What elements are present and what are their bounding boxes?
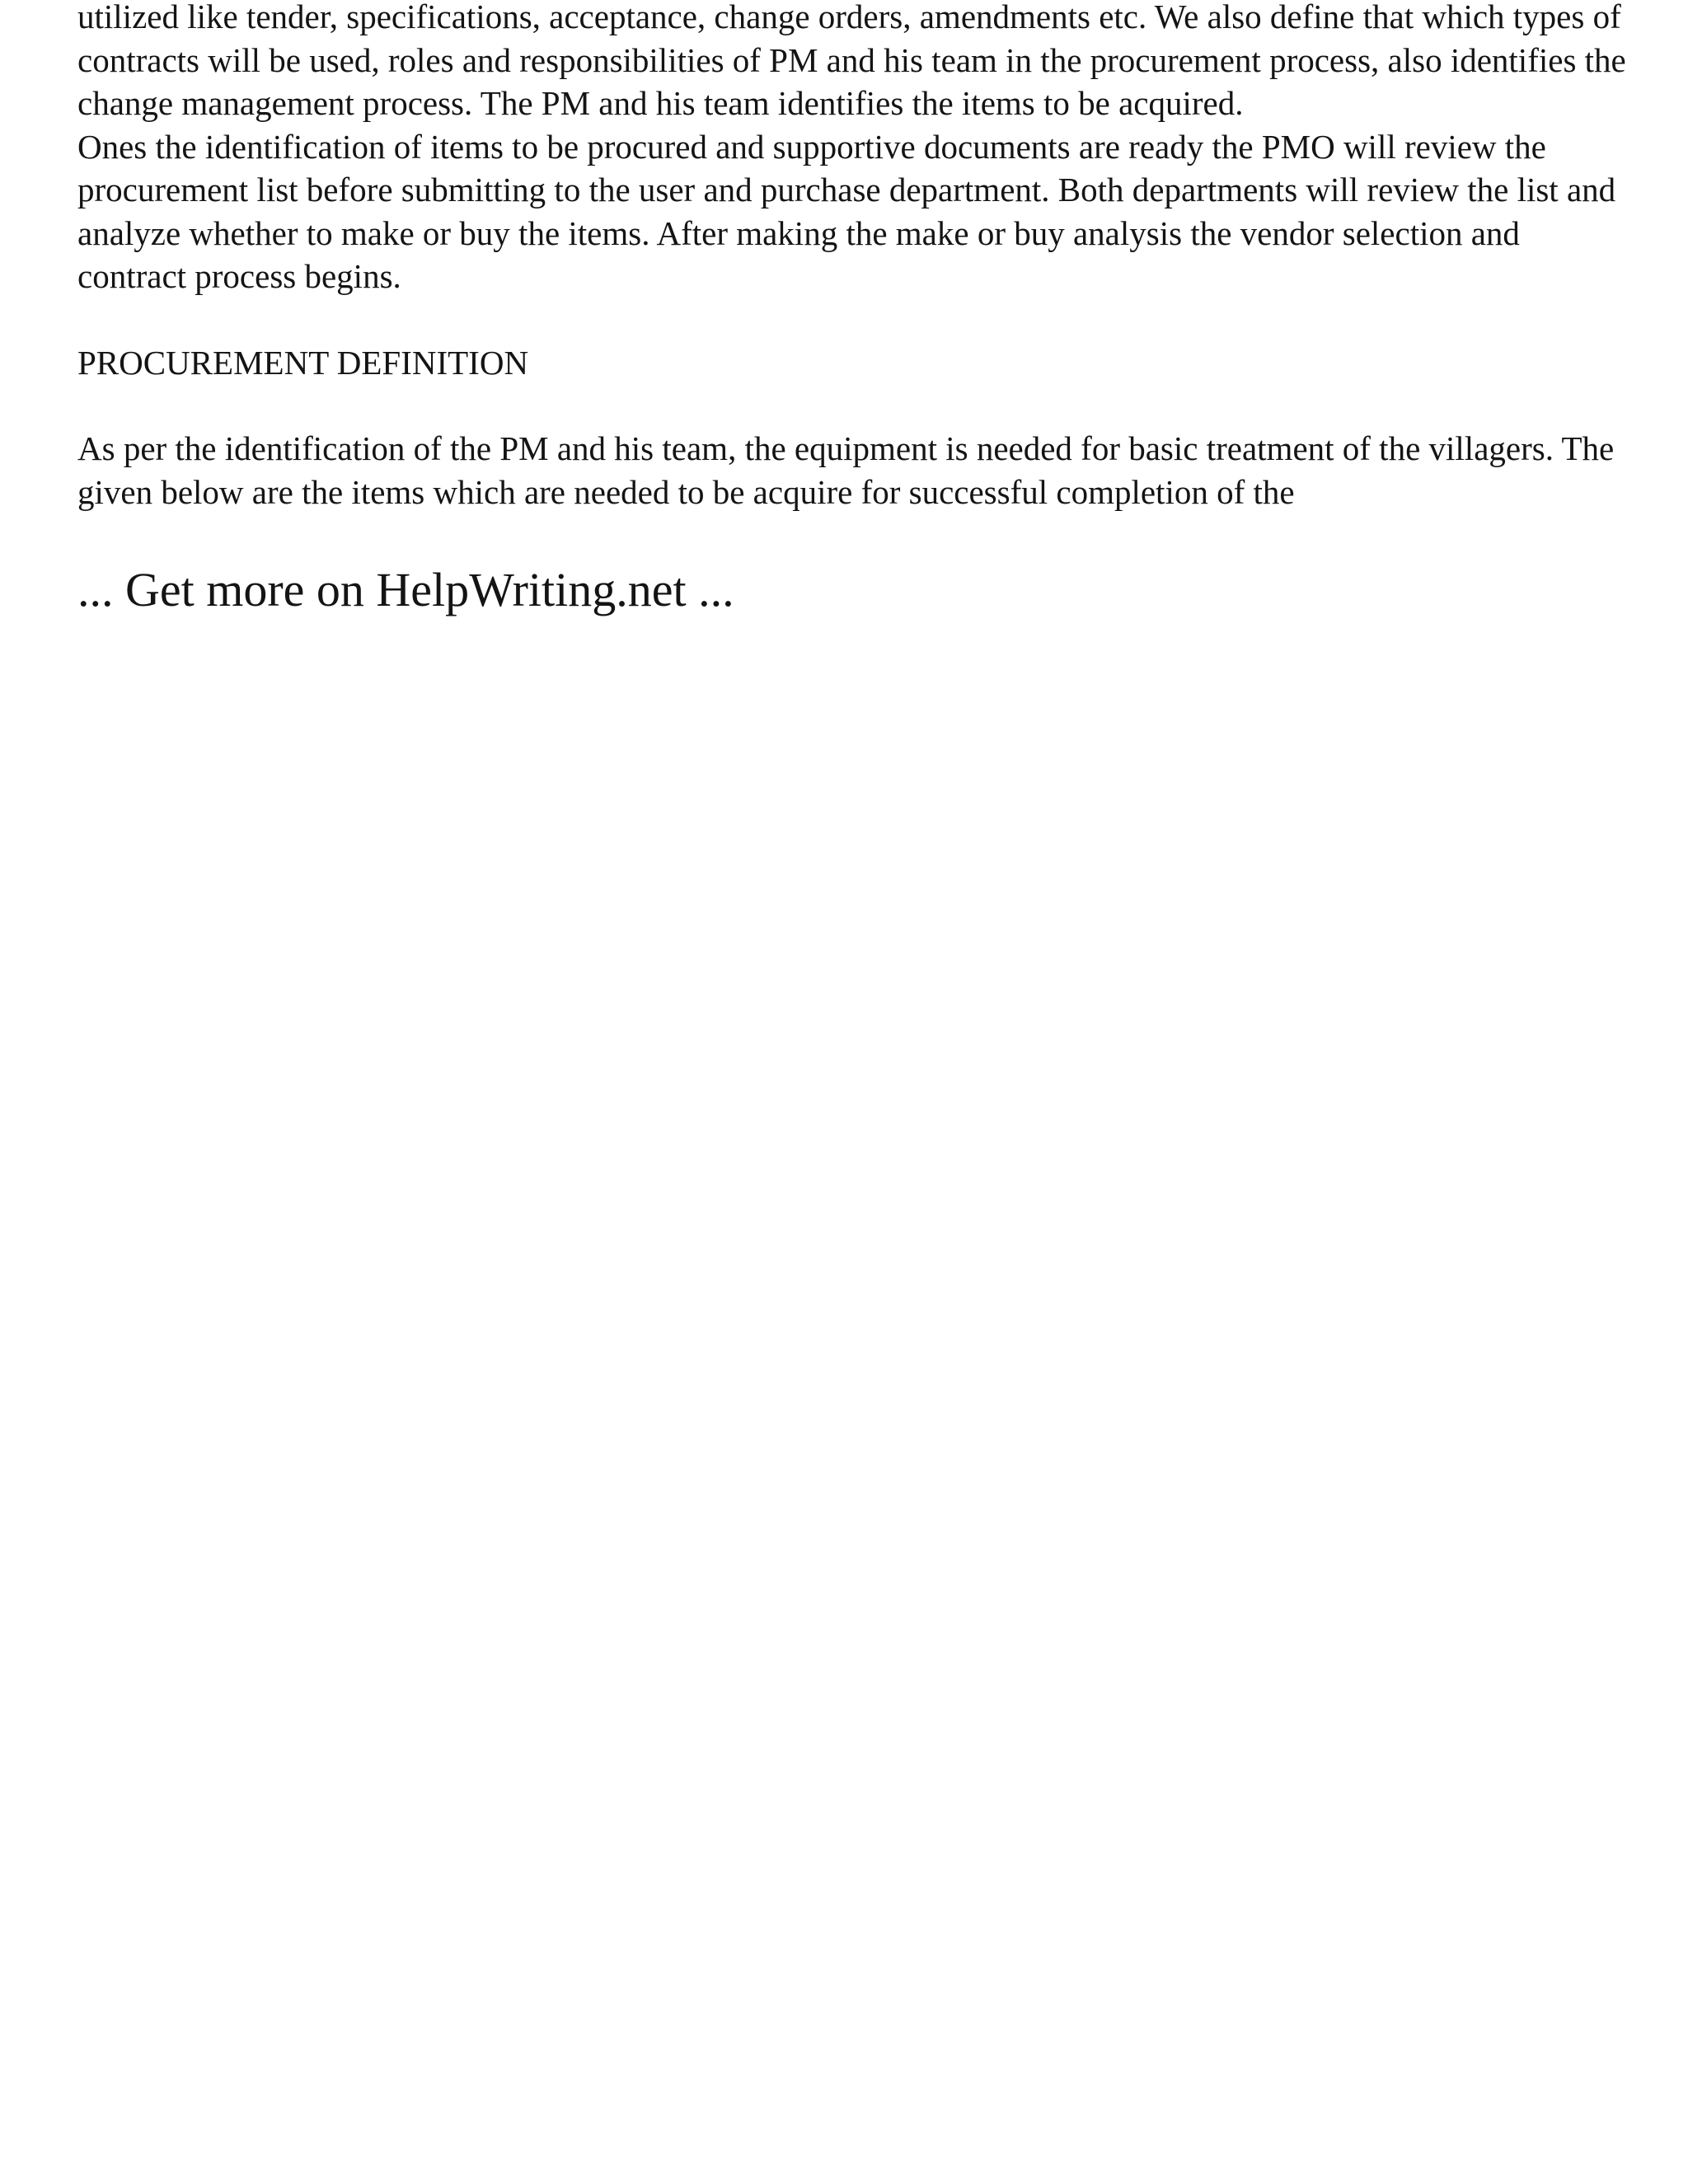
paragraph-definition: As per the identification of the PM and his team, the equipment is needed for basic treatment of the villagers. The given below are the items which are needed to be acquire for successful completion of the	[77, 429, 1615, 511]
paragraph-review-process: Ones the identification of items to be procured and supportive documents are ready the PMO will review the procurement list before submitting to the user and purchase department. Both departments will review the list and analyze whether to make or buy the items. After making the make or buy analysis the vendor selection and contract process begins.	[77, 127, 1616, 295]
get-more-link[interactable]: ... Get more on HelpWriting.net ...	[77, 563, 734, 616]
section-heading: PROCUREMENT DEFINITION	[77, 343, 529, 382]
document-page	[77, 0, 1627, 619]
paragraph-intro-continued: utilized like tender, specifications, acceptance, change orders, amendments etc. We also define that which types of contracts will be used, roles and responsibilities of PM and his team in the procurement process, also identifies the change management process. The PM and his team identifies the items to be acquired.	[77, 0, 1626, 122]
paragraph-spacer	[77, 384, 1627, 427]
paragraph-spacer	[77, 298, 1627, 341]
